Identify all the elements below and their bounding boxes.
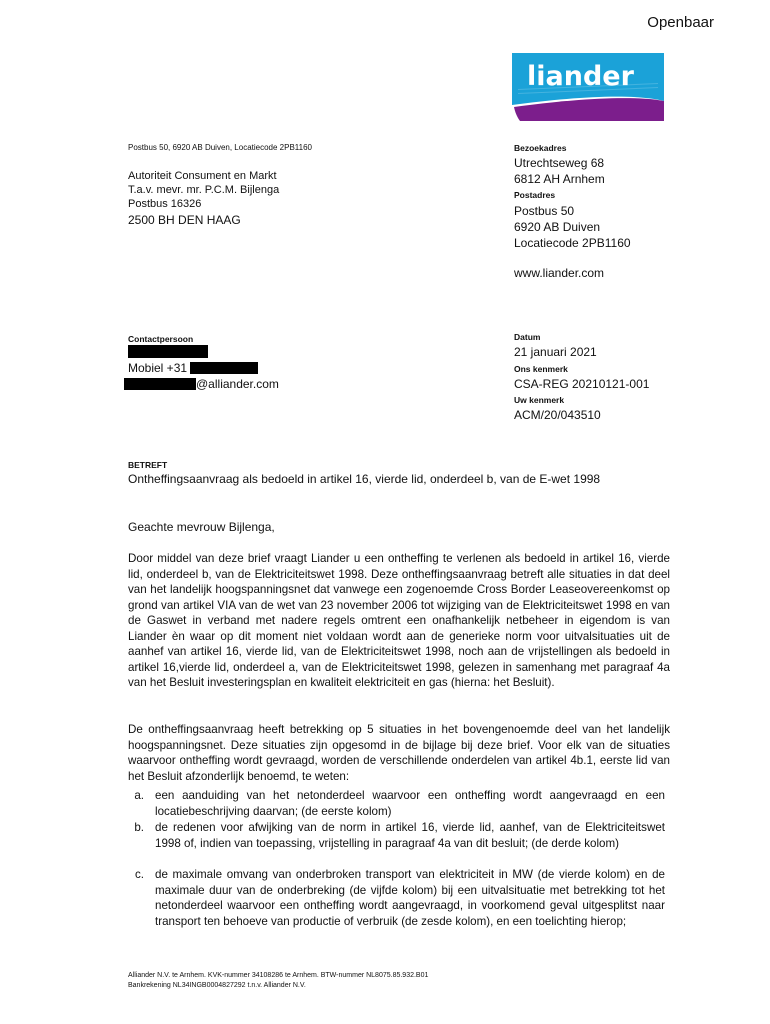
list-marker-c: c. — [134, 868, 144, 881]
our-ref-value: CSA-REG 20210121-001 — [514, 377, 650, 391]
your-ref-value: ACM/20/043510 — [514, 408, 601, 422]
footer — [128, 971, 428, 991]
your-ref-label: Uw kenmerk — [514, 395, 565, 405]
mobile-prefix: Mobiel +31 — [128, 361, 188, 375]
email-domain: @alliander.com — [196, 377, 279, 391]
liander-logo — [512, 53, 664, 121]
recipient-line-4: 2500 BH DEN HAAG — [128, 213, 241, 227]
post-address-line-1: Postbus 50 — [514, 204, 575, 218]
list-text-a: een aanduiding van het netonderdeel waarvoor een ontheffing wordt aangevraagd en een locatiebeschrijving daarvan; (de eerste kolom) — [155, 789, 665, 818]
contact-mobile — [128, 361, 258, 375]
recipient-line-1: Autoriteit Consument en Markt — [128, 170, 277, 182]
redacted-name — [128, 345, 208, 358]
footer-line-1: Alliander N.V. te Arnhem. KVK-nummer 34108286 te Arnhem. BTW-nummer NL8075.85.932.B01 — [128, 972, 429, 979]
website: www.liander.com — [514, 266, 605, 280]
paragraph-2: De ontheffingsaanvraag heeft betrekking op 5 situaties in het bovengenoemde deel van het landelijk hoogspanningsnet. Deze situaties zijn opgesomd in de bijlage bij deze brief. Voor elk van de situaties waarvoor ontheffing wordt gevraagd, worden de verschillende onderdelen van artikel 4b.1, eerste lid van het Besluit afzonderlijk benoemd, te weten: — [128, 723, 670, 783]
our-ref-label: Ons kenmerk — [514, 364, 568, 374]
subject-text: Ontheffingsaanvraag als bedoeld in artikel 16, vierde lid, onderdeel b, van de E-wet 1998 — [128, 472, 601, 486]
visit-address-line-2: 6812 AH Arnhem — [514, 172, 605, 186]
post-address-line-2: 6920 AB Duiven — [514, 220, 601, 234]
salutation: Geachte mevrouw Bijlenga, — [128, 520, 275, 534]
list-text-b: de redenen voor afwijking van de norm in artikel 16, vierde lid, aanhef, van de Elektriciteitswet 1998 of, indien van toepassing, vrijstelling in paragraaf 4a van dit besluit; (de derde kolom) — [155, 821, 665, 850]
visit-address-label: Bezoekadres — [514, 143, 567, 153]
footer-line-2: Bankrekening NL34INGB0004827292 t.n.v. Alliander N.V. — [128, 982, 306, 989]
visit-address-line-1: Utrechtseweg 68 — [514, 156, 605, 170]
contact-email — [124, 377, 279, 391]
post-address-line-3: Locatiecode 2PB1160 — [514, 236, 631, 250]
recipient-line-2: T.a.v. mevr. mr. P.C.M. Bijlenga — [128, 184, 280, 196]
recipient-block — [128, 169, 279, 227]
date-label: Datum — [514, 332, 541, 342]
classification-label: Openbaar — [647, 14, 714, 31]
list-text-c: de maximale omvang van onderbroken transport van elektriciteit in MW (de vierde kolom) en de maximale duur van de onderbreking (de vijfde kolom) bij een uitvalsituatie met betrekking tot het netonderdeel waarvoor een ontheffing wordt aangevraagd, in voorkomend geval uitgesplitst naar transport ten behoeve van productie of verbruik (de zesde kolom), en een toelichting hierop; — [155, 868, 665, 928]
redacted-email-user — [124, 378, 196, 390]
redacted-phone — [190, 362, 258, 374]
recipient-line-3: Postbus 16326 — [128, 198, 202, 210]
list-marker-a: a. — [134, 789, 144, 802]
contact-label: Contactpersoon — [128, 334, 194, 344]
sender-address: Postbus 50, 6920 AB Duiven, Locatiecode 2PB1160 — [128, 143, 312, 152]
svg-text:liander: liander — [527, 61, 634, 92]
date-value: 21 januari 2021 — [514, 345, 597, 359]
paragraph-1: Door middel van deze brief vraagt Liander u een ontheffing te verlenen als bedoeld in artikel 16, vierde lid, onderdeel b, van de Elektriciteitswet 1998. Deze ontheffingsaanvraag betreft alle situaties in dat deel van het landelijk hoogspanningsnet dat vanwege een zogenoemde Cross Border Leaseovereenkomst op grond van artikel VIA van de wet van 23 november 2006 tot wijziging van de Elektriciteitswet 1998 en van de Gaswet in verband met nadere regels omtrent een onafhankelijk netbeheer in eigendom is van Liander èn waar op dit moment niet voldaan wordt aan de generieke norm voor uitvalsituaties uit de aanhef van artikel 16, vierde lid, van de Elektriciteitswet 1998, noch aan de vrijstellingen als bedoeld in artikel 16,vierde lid, onderdeel a, van de Elektriciteitswet 1998, gelezen in samenhang met paragraaf 4a van het Besluit investeringsplan en kwaliteit elektriciteit en gas (hierna: het Besluit). — [128, 552, 670, 689]
subject-label: BETREFT — [128, 460, 168, 470]
list-marker-b: b. — [134, 821, 144, 834]
post-address-label: Postadres — [514, 190, 556, 200]
